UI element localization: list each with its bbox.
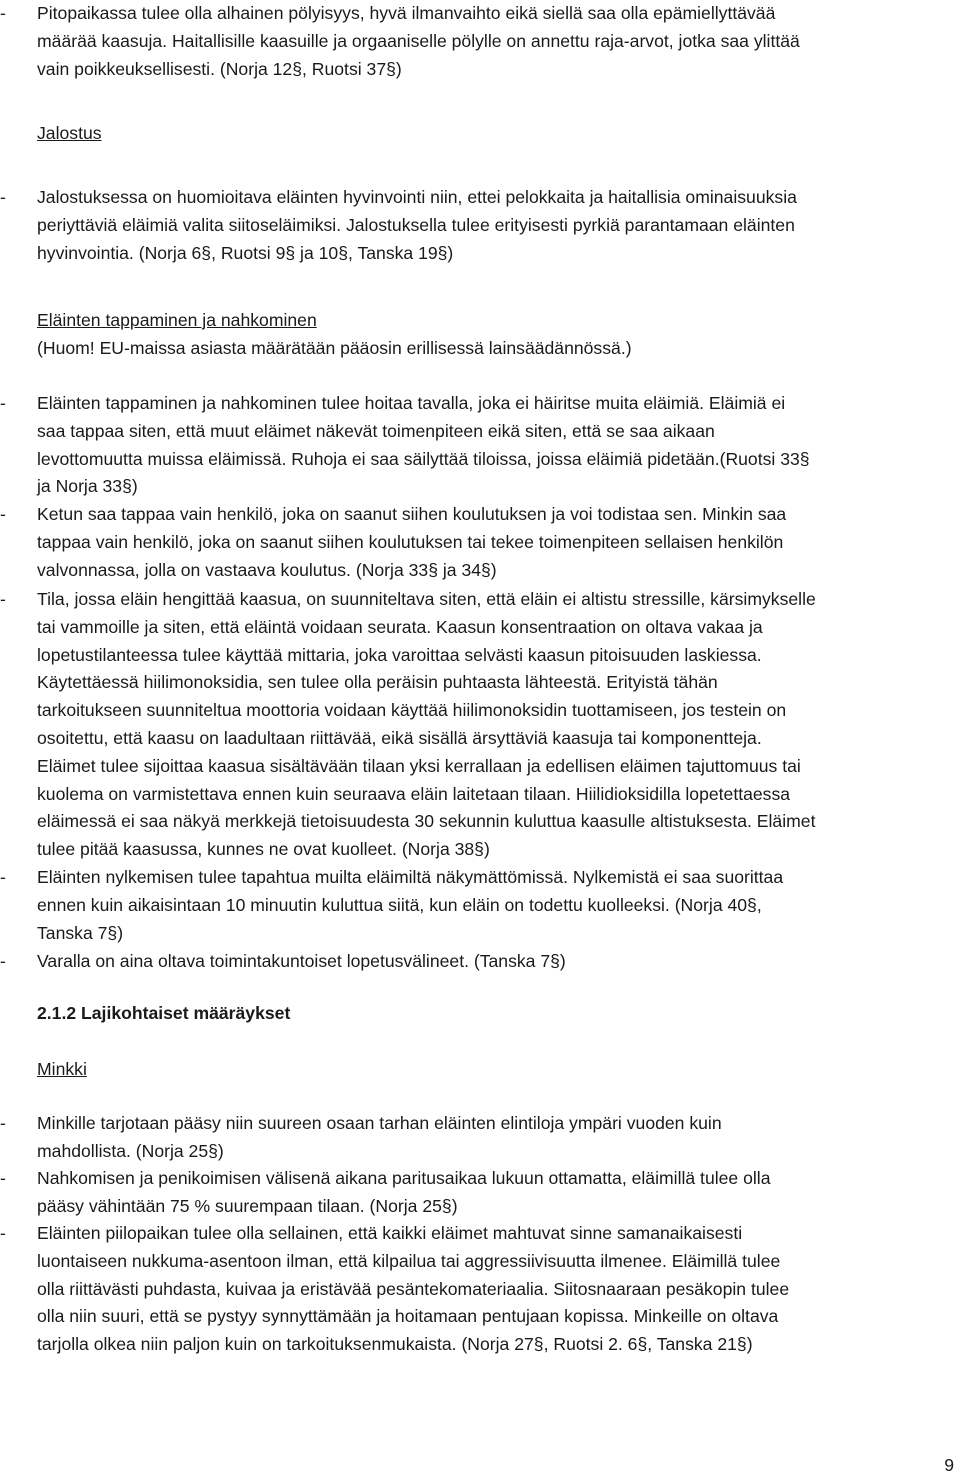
text-line: tappaa vain henkilö, joka on saanut siihen koulutuksen tai tekee toimenpiteen sellaisen henkilön <box>37 531 784 552</box>
text-line: tarkoitukseen suunniteltua moottoria voidaan käyttää hiilimonoksidin tuottamiseen, jos testein on <box>37 700 787 721</box>
text-line: tai vammoille ja siten, että eläintä voidaan seurata. Kaasun konsentraation on oltava vakaa ja <box>37 616 763 637</box>
bullet-text <box>37 184 958 267</box>
bullet-marker: - <box>0 867 6 887</box>
text-line: Tanska 7§) <box>37 922 124 943</box>
text-line: kuolema on varmistettava ennen kuin seuraava eläin laitetaan tilaan. Hiilidioksidilla lopetettaessa <box>37 783 791 804</box>
bullet-text <box>37 586 958 864</box>
bullet-item <box>0 1220 958 1359</box>
bullet-text <box>37 1110 958 1166</box>
text-line: luontaiseen nukkuma-asentoon ilman, että kilpailua tai aggressiivisuutta ilmenee. Eläimillä tulee <box>37 1250 781 1271</box>
text-line: saa tappaa siten, että muut eläimet näkevät toimenpiteen eikä siten, että se saa aikaan <box>37 420 715 441</box>
bullet-text <box>37 0 958 83</box>
text-line: ennen kuin aikaisintaan 10 minuutin kuluttua siitä, kun eläin on todettu kuolleeksi. (Norja 40§, <box>37 894 762 915</box>
bullet-text <box>37 1220 958 1359</box>
text-line: Jalostuksessa on huomioitava eläinten hyvinvointi niin, ettei pelokkaita ja haitallisia ominaisuuksia <box>37 187 797 207</box>
page-number: 9 <box>944 1455 954 1475</box>
text-line: lopetustilanteessa tulee käyttää mittaria, joka varoittaa selvästi kaasun pitoisuuden laskiessa. <box>37 644 762 665</box>
text-line: tulee pitää kaasussa, kunnes ne ovat kuolleet. (Norja 38§) <box>37 839 490 860</box>
text-line: olla riittävästi puhdasta, kuivaa ja eristävää pesäntekomateriaalia. Siitosnaaraan pesäkopin tulee <box>37 1278 790 1299</box>
text-line: levottomuutta muissa eläimissä. Ruhoja ei saa säilyttää tiloissa, joissa eläimiä pidetään.(Ruotsi 33§ <box>37 448 810 469</box>
bullet-item <box>0 184 958 267</box>
text-line: määrää kaasuja. Haitallisille kaasuille ja orgaaniselle pölylle on annettu raja-arvot, jotka saa ylittää <box>37 30 800 51</box>
text-line: eläimessä ei saa näkyä merkkejä tietoisuudesta 30 sekunnin kuluttua kaasulle altistuksesta. Eläimet <box>37 811 816 832</box>
bullet-marker: - <box>0 1168 6 1188</box>
bullet-marker: - <box>0 589 6 609</box>
text-line: Minkille tarjotaan pääsy niin suureen osaan tarhan eläinten elintiloja ympäri vuoden kuin <box>37 1113 722 1133</box>
text-line: Eläinten tappaminen ja nahkominen tulee hoitaa tavalla, joka ei häiritse muita eläimiä. Eläimiä ei <box>37 393 786 413</box>
bullet-text <box>37 501 958 584</box>
bullet-marker: - <box>0 504 6 524</box>
text-line: olla niin suuri, että se pystyy synnyttämään ja hoitamaan pentujaan kopissa. Minkeille on oltava <box>37 1306 779 1327</box>
text-line: Eläinten piilopaikan tulee olla sellainen, että kaikki eläimet mahtuvat sinne samanaikaisesti <box>37 1223 743 1243</box>
bullet-item <box>0 0 958 83</box>
bullet-marker: - <box>0 951 6 971</box>
bullet-item <box>0 586 958 864</box>
subheading: Jalostus <box>37 123 102 143</box>
bullet-marker: - <box>0 393 6 413</box>
subheading: Minkki <box>37 1059 87 1079</box>
bullet-marker: - <box>0 3 6 23</box>
text-line: mahdollista. (Norja 25§) <box>37 1140 224 1161</box>
text-line: ja Norja 33§) <box>37 476 138 497</box>
bullet-marker: - <box>0 187 6 207</box>
text-line: pääsy vähintään 75 % suurempaan tilaan. (Norja 25§) <box>37 1195 458 1216</box>
text-line: Nahkomisen ja penikoimisen välisenä aikana paritusaikaa lukuun ottamatta, eläimillä tulee olla <box>37 1168 771 1188</box>
bullet-text <box>37 948 958 976</box>
text-line: periyttäviä eläimiä valita siitoseläimiksi. Jalostuksella tulee erityisesti pyrkiä parantamaan eläinten <box>37 214 795 235</box>
bullet-marker: - <box>0 1113 6 1133</box>
bullet-text <box>37 390 958 501</box>
text-line: tarjolla olkea niin paljon kuin on tarkoituksenmukaista. (Norja 27§, Ruotsi 2. 6§, Tanska 21§) <box>37 1334 753 1355</box>
bullet-item <box>0 501 958 584</box>
text-line: vain poikkeuksellisesti. (Norja 12§, Ruotsi 37§) <box>37 58 402 79</box>
subheading: Eläinten tappaminen ja nahkominen <box>37 310 317 330</box>
bullet-item <box>0 390 958 501</box>
text-line: Eläimet tulee sijoittaa kaasua sisältävään tilaan yksi kerrallaan ja edellisen eläimen tajuttomuus tai <box>37 755 801 776</box>
text-line: osoitettu, että kaasu on laadultaan riittävää, eikä sisällä ärsyttäviä kaasuja tai komponentteja. <box>37 727 762 748</box>
text-line: Varalla on aina oltava toimintakuntoiset lopetusvälineet. (Tanska 7§) <box>37 951 566 971</box>
text-line: hyvinvointia. (Norja 6§, Ruotsi 9§ ja 10§, Tanska 19§) <box>37 242 454 263</box>
section-heading: 2.1.2 Lajikohtaiset määräykset <box>37 1003 291 1023</box>
bullet-text <box>37 864 958 947</box>
bullet-item <box>0 1165 958 1221</box>
text-line: Käytettäessä hiilimonoksidia, sen tulee olla peräisin puhtaasta lähteestä. Erityistä tähän <box>37 672 718 693</box>
bullet-marker: - <box>0 1223 6 1243</box>
bullet-item <box>0 864 958 947</box>
text-line: valvonnassa, jolla on vastaava koulutus. (Norja 33§ ja 34§) <box>37 559 497 580</box>
note-text: (Huom! EU-maissa asiasta määrätään pääosin erillisessä lainsäädännössä.) <box>37 338 632 358</box>
text-line: Eläinten nylkemisen tulee tapahtua muilta eläimiltä näkymättömissä. Nylkemistä ei saa suorittaa <box>37 867 784 887</box>
text-line: Pitopaikassa tulee olla alhainen pölyisyys, hyvä ilmanvaihto eikä siellä saa olla epämiellyttävää <box>37 3 776 23</box>
bullet-item <box>0 1110 958 1166</box>
text-line: Ketun saa tappaa vain henkilö, joka on saanut siihen koulutuksen ja voi todistaa sen. Minkin saa <box>37 504 787 524</box>
bullet-text <box>37 1165 958 1221</box>
bullet-item <box>0 948 958 976</box>
text-line: Tila, jossa eläin hengittää kaasua, on suunniteltava siten, että eläin ei altistu stressille, kärsimykselle <box>37 589 816 609</box>
